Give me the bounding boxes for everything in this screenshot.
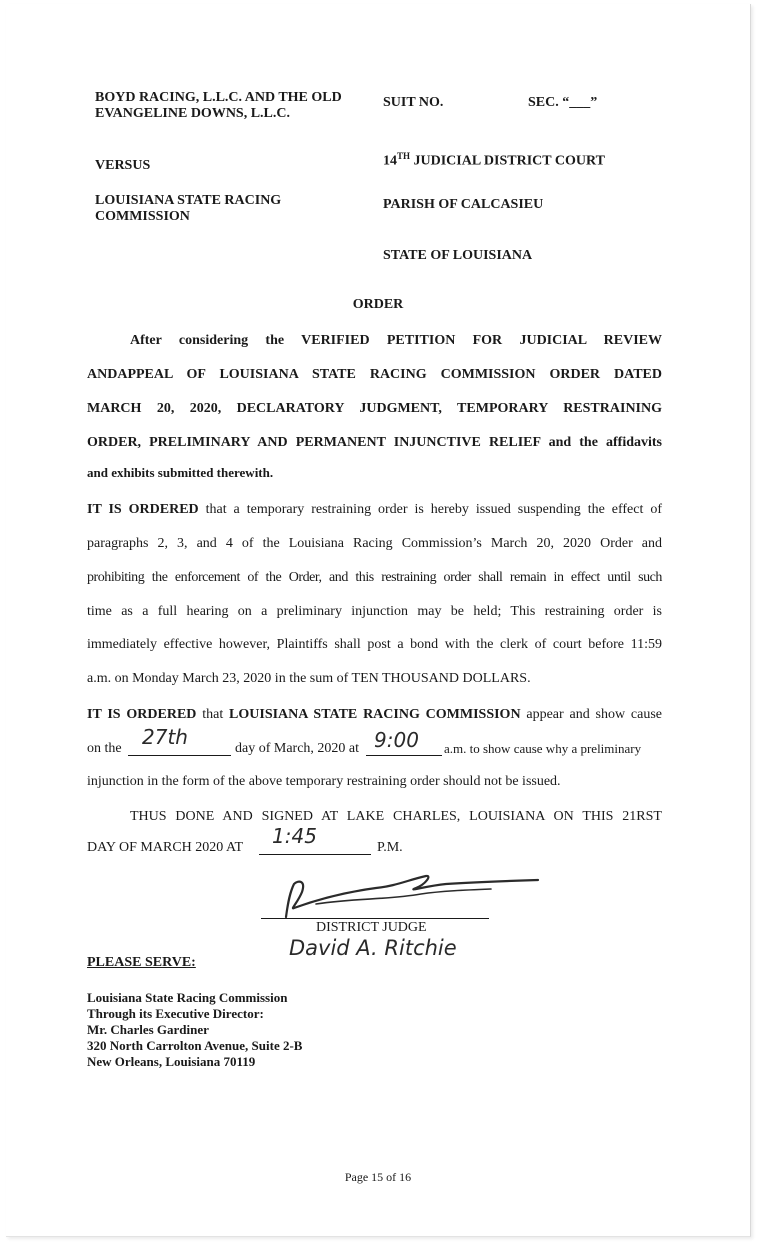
- done-prefix: DAY OF MARCH 2020 AT: [87, 840, 244, 855]
- plaintiff-line: BOYD RACING, L.L.C. AND THE OLD: [95, 90, 342, 105]
- signature-scribble-icon: [276, 872, 546, 924]
- order-title: ORDER: [352, 297, 404, 312]
- address-line: Louisiana State Racing Commission: [87, 990, 288, 1005]
- document-page: [6, 4, 751, 1237]
- judge-printed-name: David A. Ritchie: [289, 936, 457, 960]
- intro-line-1: [130, 333, 662, 349]
- suit-number-label: SUIT NO.: [383, 95, 444, 110]
- done-line: THUS DONE AND SIGNED AT LAKE CHARLES, LOUISIANA ON THIS 21RST: [130, 809, 662, 824]
- service-address: [87, 990, 302, 1070]
- ordered1-line-5: [87, 637, 662, 653]
- court-name: [383, 148, 605, 170]
- ordered2-line-2: [87, 725, 687, 759]
- ordered1-line-2: [87, 536, 662, 552]
- intro-line: and exhibits submitted therewith.: [87, 465, 274, 480]
- address-line: Through its Executive Director:: [87, 1006, 264, 1021]
- intro-line: ANDAPPEAL OF LOUISIANA STATE RACING COMMISSION ORDER DATED: [87, 367, 662, 382]
- ordered1-line: immediately effective however, Plaintiffs shall post a bond with the clerk of court before 11:59: [87, 637, 662, 652]
- court-ordinal: TH: [397, 151, 411, 161]
- day-of-label: day of March, 2020 at: [235, 741, 360, 756]
- please-serve-title: PLEASE SERVE:: [87, 955, 196, 970]
- defendant-line: LOUISIANA STATE RACING: [95, 193, 282, 208]
- page-number: Page 15 of 16: [344, 1170, 412, 1184]
- ordered-lead: IT IS ORDERED: [87, 707, 197, 722]
- state-label: STATE OF LOUISIANA: [383, 248, 533, 263]
- judge-title: DISTRICT JUDGE: [316, 920, 427, 935]
- signature-line: [261, 918, 489, 919]
- signing-time-handwritten: 1:45: [272, 824, 317, 848]
- court-number: 14: [383, 153, 397, 169]
- ordered1-line: prohibiting the enforcement of the Order, and this restraining order shall remain in effect until such: [87, 570, 662, 585]
- ordered1-line: paragraphs 2, 3, and 4 of the Louisiana Racing Commission’s March 20, 2020 Order and: [87, 536, 662, 551]
- time-handwritten: 9:00: [374, 728, 419, 752]
- ordered-lead: IT IS ORDERED: [87, 502, 199, 517]
- section-label: SEC. “___”: [528, 95, 598, 110]
- ordered1-line: time as a full hearing on a preliminary injunction may be held; This restraining order is: [87, 604, 662, 619]
- day-handwritten: 27th: [142, 725, 188, 749]
- ordered1-line-1: [87, 502, 662, 518]
- intro-line: ORDER, PRELIMINARY AND PERMANENT INJUNCTIVE RELIEF and the affidavits: [87, 435, 662, 450]
- ordered2-line-3: injunction in the form of the above temporary restraining order should not be issued.: [87, 774, 561, 789]
- address-line: Mr. Charles Gardiner: [87, 1022, 209, 1037]
- ordered2-first-line: [87, 707, 662, 723]
- ordered2-text: that: [196, 707, 230, 722]
- address-line: New Orleans, Louisiana 70119: [87, 1054, 256, 1069]
- parish-label: PARISH OF CALCASIEU: [383, 197, 544, 212]
- done-line-2: [87, 826, 487, 856]
- court-rest: JUDICIAL DISTRICT COURT: [410, 153, 605, 169]
- plaintiff-line: EVANGELINE DOWNS, L.L.C.: [95, 106, 291, 121]
- ordered2-text: appear and show cause: [520, 707, 662, 722]
- ordered1-line-3: [87, 570, 662, 586]
- ordered1-line-4: [87, 604, 662, 620]
- on-the-label: on the: [87, 741, 122, 756]
- ordered1-line: a.m. on Monday March 23, 2020 in the sum of TEN THOUSAND DOLLARS.: [87, 671, 531, 686]
- pm-label: P.M.: [377, 840, 403, 855]
- intro-line: After considering the VERIFIED PETITION FOR JUDICIAL REVIEW: [130, 333, 662, 348]
- ordered1-first-line: [87, 502, 662, 518]
- versus-label: VERSUS: [95, 158, 151, 173]
- defendant-block: [95, 193, 375, 225]
- judge-signature: [276, 872, 546, 924]
- intro-line-3: [87, 401, 662, 417]
- am-label: a.m. to show cause why a preliminary: [444, 741, 642, 756]
- done-line-1: [130, 809, 662, 825]
- ordered2-party: LOUISIANA STATE RACING COMMISSION: [229, 707, 521, 722]
- plaintiff-block: [95, 90, 375, 122]
- intro-line: MARCH 20, 2020, DECLARATORY JUDGMENT, TEMPORARY RESTRAINING: [87, 401, 662, 416]
- ordered2-line-1: [87, 707, 662, 723]
- address-line: 320 North Carrolton Avenue, Suite 2-B: [87, 1038, 303, 1053]
- intro-line-4: [87, 435, 662, 451]
- ordered1-text: that a temporary restraining order is hereby issued suspending the effect of: [198, 502, 662, 517]
- intro-line-2: [87, 367, 662, 383]
- defendant-line: COMMISSION: [95, 209, 190, 224]
